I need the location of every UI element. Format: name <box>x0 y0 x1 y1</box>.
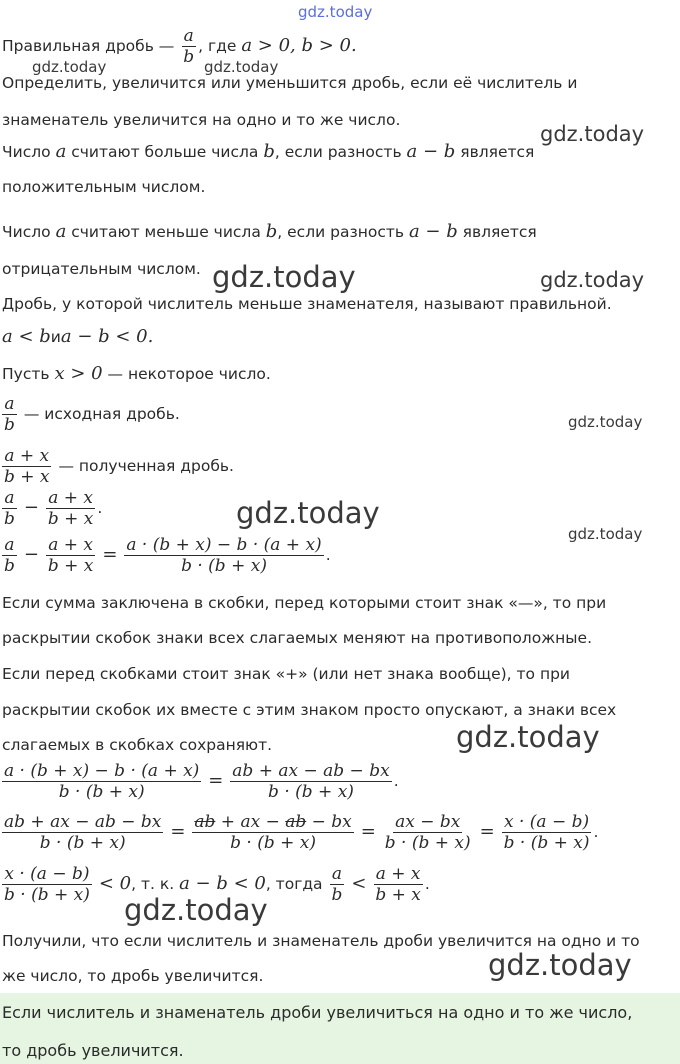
var: a <box>55 221 67 242</box>
fraction <box>502 812 592 853</box>
term: + ax − <box>215 812 286 832</box>
denominator: b · (b + x) <box>384 833 471 853</box>
watermark: gdz.today <box>568 525 643 543</box>
watermark: gdz.today <box>32 58 107 76</box>
watermark: gdz.today <box>568 413 643 431</box>
expr: a − b <box>406 141 456 162</box>
fraction <box>2 864 92 905</box>
text: Число <box>2 143 51 161</box>
denominator: b · (b + x) <box>268 782 354 802</box>
numerator: a + x <box>48 488 94 508</box>
watermark: gdz.today <box>488 948 632 982</box>
operator: = <box>360 821 376 842</box>
denominator: b · (b + x) <box>230 833 317 853</box>
denominator: b + x <box>47 556 94 576</box>
period: . <box>424 875 430 893</box>
var: b <box>263 141 275 162</box>
fraction <box>383 812 473 853</box>
difference-expanded-line <box>2 535 331 576</box>
denominator: b <box>4 556 15 576</box>
numerator: a <box>183 26 194 46</box>
numerator: a <box>4 394 15 414</box>
fraction <box>230 761 391 802</box>
numerator: a <box>4 488 15 508</box>
var: a <box>55 141 67 162</box>
rule-minus-2: раскрытии скобок знаки всех слагаемых меняют на противоположные. <box>2 629 592 647</box>
less-definition <box>2 222 537 242</box>
operator: = <box>102 544 118 565</box>
period: . <box>97 499 103 517</box>
fraction-cancelled <box>192 812 353 853</box>
rule-minus-1: Если сумма заключена в скобки, перед которыми стоит знак «—», то при <box>2 594 607 612</box>
rule-plus-2: раскрытии скобок их вместе с этим знаком просто опускают, а знаки всех <box>2 701 617 719</box>
conclusion-line-2: то дробь увеличится. <box>2 1041 184 1060</box>
text: — некоторое число. <box>107 365 271 383</box>
expr: a − b < 0. <box>60 326 154 347</box>
period: . <box>325 546 331 564</box>
numerator: a + x <box>48 535 94 555</box>
inequality-line <box>2 327 153 347</box>
fraction <box>330 864 345 905</box>
expr: < 0 <box>98 873 132 894</box>
numerator: a + x <box>375 864 421 884</box>
text: считают меньше числа <box>71 223 261 241</box>
difference-line <box>2 488 102 529</box>
watermark: gdz.today <box>124 893 268 927</box>
less-definition-end: отрицательным числом. <box>2 260 201 278</box>
simplify-line <box>2 812 598 853</box>
var: b <box>265 221 278 242</box>
text: Пусть <box>2 365 50 383</box>
fraction <box>2 446 52 487</box>
text: и <box>50 328 61 346</box>
task-line-2: знаменатель увеличится на одно и то же число. <box>2 111 401 129</box>
rule-plus-3: слагаемых в скобках сохраняют. <box>2 736 273 754</box>
cancelled-term: ab <box>285 812 307 832</box>
fraction <box>124 535 323 576</box>
denominator: b <box>183 47 195 67</box>
fraction <box>46 488 96 529</box>
denominator: b · (b + x) <box>181 556 267 576</box>
text: Правильная дробь — <box>2 37 175 55</box>
cancelled-term: ab <box>194 812 216 832</box>
numerator: a · (b + x) − b · (a + x) <box>4 761 200 781</box>
greater-definition <box>2 142 534 162</box>
fraction <box>2 812 163 853</box>
operator: = <box>479 821 495 842</box>
watermark: gdz.today <box>456 720 600 754</box>
new-fraction-line <box>2 446 234 487</box>
watermark: gdz.today <box>236 496 380 530</box>
text: , если разность <box>274 143 402 161</box>
numerator: a <box>4 535 15 555</box>
operator: = <box>170 821 186 842</box>
denominator: b <box>331 885 343 905</box>
watermark: gdz.today <box>204 58 279 76</box>
original-fraction-line <box>2 394 180 435</box>
fraction <box>373 864 423 905</box>
expr: x > 0 <box>54 363 103 384</box>
denominator: b · (b + x) <box>4 885 90 905</box>
fraction <box>2 488 17 529</box>
text: , т. к. <box>131 875 175 893</box>
fraction <box>2 761 201 802</box>
text: , где <box>198 37 237 55</box>
proper-fraction-rule: Дробь, у которой числитель меньше знаменателя, называют правильной. <box>2 295 612 313</box>
expr: a < b <box>2 326 51 347</box>
denominator: b <box>4 415 15 435</box>
numerator: x · (a − b) <box>4 864 90 884</box>
denominator: b <box>4 509 15 529</box>
denominator: b + x <box>375 885 421 905</box>
condition-expr: a > 0, b > 0. <box>241 35 357 56</box>
conclusion-line-1: Если числитель и знаменатель дроби увеличиться на одно и то же число, <box>2 1003 633 1022</box>
text: считают больше числа <box>71 143 259 161</box>
numerator: ab + ax − ab − bx <box>4 812 162 832</box>
greater-definition-end: положительным числом. <box>2 178 206 196</box>
term: − bx <box>306 812 352 832</box>
expand-line <box>2 761 399 802</box>
expr: a − b <box>408 221 458 242</box>
watermark: gdz.today <box>540 268 645 292</box>
watermark: gdz.today <box>212 260 356 294</box>
period: . <box>393 772 399 790</box>
text: — полученная дробь. <box>58 457 234 475</box>
numerator: ab + ax − ab − bx <box>232 761 390 781</box>
operator: − <box>23 497 39 518</box>
numerator <box>192 812 353 833</box>
conclusion-expr-line <box>2 864 430 905</box>
numerator: a + x <box>4 446 50 466</box>
text: является <box>462 223 537 241</box>
denominator: b · (b + x) <box>503 833 590 853</box>
task-line-1: Определить, увеличится или уменьшится дробь, если её числитель и <box>2 74 578 92</box>
numerator: x · (a − b) <box>503 812 590 832</box>
watermark-top: gdz.today <box>298 3 373 21</box>
numerator: a <box>331 864 343 884</box>
denominator: b + x <box>47 509 94 529</box>
operator: < <box>351 873 367 894</box>
denominator: b · (b + x) <box>58 782 145 802</box>
expr: a − b < 0 <box>179 873 266 894</box>
watermark: gdz.today <box>540 122 645 146</box>
text: — исходная дробь. <box>23 405 180 423</box>
text: Число <box>2 223 51 241</box>
numerator: ax − bx <box>395 812 461 832</box>
text: является <box>460 143 535 161</box>
text: , если разность <box>277 223 404 241</box>
rule-plus-1: Если перед скобками стоит знак «+» (или нет знака вообще), то при <box>2 665 570 683</box>
proper-fraction-definition <box>2 26 357 67</box>
operator: = <box>208 770 224 791</box>
denominator: b · (b + x) <box>39 833 126 853</box>
fraction-a-b <box>181 26 196 67</box>
operator: − <box>23 544 39 565</box>
fraction <box>46 535 96 576</box>
period: . <box>593 823 599 841</box>
denominator: b + x <box>4 467 50 487</box>
fraction <box>2 394 17 435</box>
fraction <box>2 535 17 576</box>
result-line-2: же число, то дробь увеличится. <box>2 967 264 985</box>
numerator: a · (b + x) − b · (a + x) <box>126 535 322 555</box>
conclusion-box <box>0 993 680 1064</box>
text: , тогда <box>265 875 323 893</box>
let-x-line <box>2 364 271 384</box>
result-line-1: Получили, что если числитель и знаменатель дроби увеличится на одно и то <box>2 932 640 950</box>
